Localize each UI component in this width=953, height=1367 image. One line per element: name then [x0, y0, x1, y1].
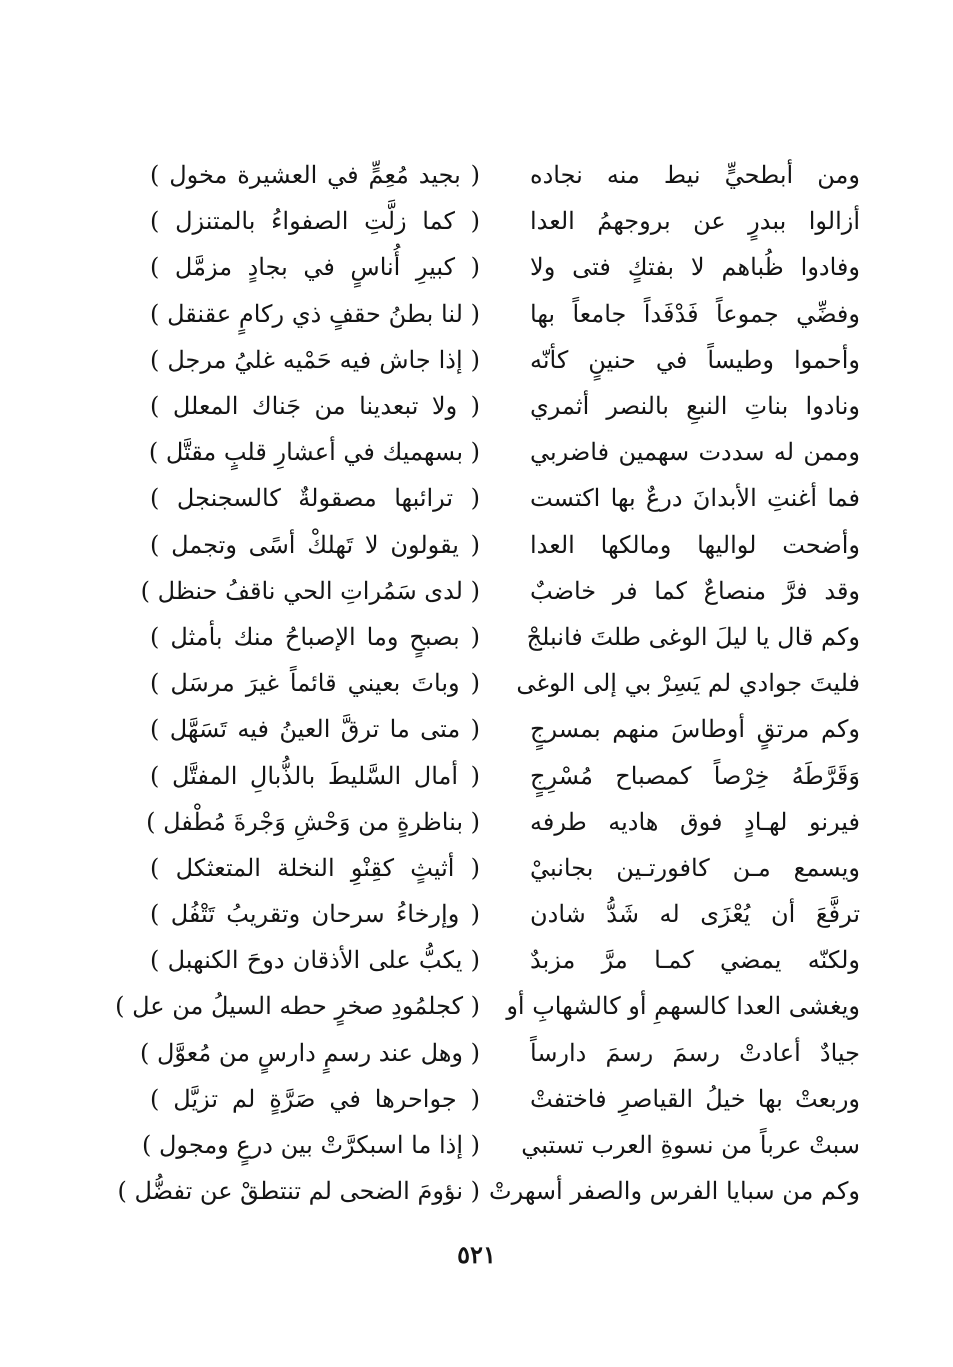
verse-second-hemistich: ( يكبُّ على الأذقان دوحَ الكنهبل ): [150, 946, 480, 975]
verse-second-hemistich: ( جواحرها في صَرَّةٍ لم تزيَّل ): [150, 1084, 480, 1113]
verse-second-hemistich: ( لدى سَمُراتِ الحي ناقفُ حنظل ): [140, 576, 480, 605]
verse-first-hemistich: ومن أبطحيٍّ نيط منه نجاده: [530, 161, 860, 190]
verse-line: [150, 244, 860, 290]
verse-second-hemistich: ( بناظرةٍ من وَحْشِ وَجْرةَ مُطْفل ): [146, 807, 480, 836]
verse-second-hemistich: ( يقولون لا تَهلكْ أسًى وتجمل ): [150, 530, 480, 559]
verse-first-hemistich: فيرنو لهـادٍ فوق هاديه طرفه: [530, 807, 860, 836]
verse-first-hemistich: ونادوا بناتِ النبعِ بالنصر أثمري: [530, 392, 860, 421]
verse-line: [150, 660, 860, 706]
verse-second-hemistich: ( نؤومَ الضحى لم تنتطقْ عن تفضُّل ): [117, 1177, 480, 1206]
verse-second-hemistich: ( وإرخاءُ سرحان وتقريبُ تَتْفُل ): [150, 900, 480, 929]
verse-first-hemistich: أزالوا ببدرٍ عن بروجهمُ العدا: [530, 207, 860, 236]
page-number: ٥٢١: [457, 1240, 496, 1269]
verse-line: [117, 1168, 860, 1214]
verse-line: [150, 706, 860, 752]
verse-line: [150, 752, 860, 798]
verse-second-hemistich: ( وباتَ بعيني قائماً غيرَ مرسَل ): [150, 669, 480, 698]
verse-first-hemistich: وأحموا وطيساً في حنينٍ كأنّه: [530, 345, 860, 374]
verse-line: [150, 522, 860, 568]
verse-first-hemistich: وفادوا ظُباهم لا بفتكٍ فتى ولا: [530, 253, 860, 282]
verse-first-hemistich: ويسمع مـن كافورتـين بجانبيْ: [530, 853, 860, 882]
verse-line: [150, 198, 860, 244]
verse-first-hemistich: وكم مرتقٍ أوطاسَ منهم بمسرجٍ: [530, 715, 860, 744]
verse-line: [150, 891, 860, 937]
verse-first-hemistich: وقد فرَّ منصاعٌ كما فر خاضبٌ: [530, 576, 860, 605]
verse-second-hemistich: ( ترائبها مصقولةٌ كالسجنجل ): [150, 484, 480, 513]
verse-second-hemistich: ( كجلمُودِ صخرٍ حطه السيلُ من عل ): [115, 992, 480, 1021]
verse-first-hemistich: وممن له سددت سهمين فاضربي: [530, 438, 860, 467]
verse-line: [146, 799, 860, 845]
verse-first-hemistich: جيادٌ أعادتْ رسمَ رسمَ دارساً: [530, 1038, 860, 1067]
verse-second-hemistich: ( أمال السَّليطَ بالذُّبالِ المفتَّل ): [150, 761, 480, 790]
verse-line: [150, 291, 860, 337]
verse-first-hemistich: فليتَ جوادي لم يَسِرْ بي إلى الوغى: [516, 669, 860, 698]
verse-line: [140, 568, 860, 614]
verse-first-hemistich: فما أغنتِ الأبدانَ درعٌ بها اكتست: [530, 484, 860, 513]
verse-line: [150, 429, 860, 475]
verse-line: [142, 1122, 860, 1168]
verse-line: [150, 383, 860, 429]
verse-first-hemistich: ولكنّه يمضي كمـا مرَّ مزبدٌ: [530, 946, 860, 975]
verse-second-hemistich: ( لنا بطنُ حقفٍ ذي ركامٍ عقنقل ): [150, 299, 480, 328]
verse-first-hemistich: وفضِّي جموعاً فَدْفَداً جامعاً بها: [530, 299, 860, 328]
verse-first-hemistich: سبتْ عرباً من نسوةِ العرب تستبي: [521, 1131, 860, 1160]
verse-second-hemistich: ( ولا تبعدينا من جَناك المعلل ): [150, 392, 480, 421]
verse-second-hemistich: ( أثيثٍ كقِنْوِ النخلة المتعثكل ): [150, 853, 480, 882]
verse-line: [115, 983, 860, 1029]
verse-second-hemistich: ( كبيرِ أُناسٍ في بجادٍ مزمَّل ): [150, 253, 480, 282]
verse-line: [150, 152, 860, 198]
verse-first-hemistich: وربعتْ بها خيلُ القياصرِ فاختفتْ: [530, 1084, 860, 1113]
verse-second-hemistich: ( متى ما ترقَّ العينُ فيه تَسَهَّل ): [150, 715, 480, 744]
verse-line: [150, 475, 860, 521]
verse-line: [150, 614, 860, 660]
verse-line: [150, 845, 860, 891]
verse-line: [150, 337, 860, 383]
verse-first-hemistich: وَقَرَّطَهُ خِرْصاً كمصباح مُسْرِجٍ: [530, 761, 860, 790]
verse-first-hemistich: وأضحت لواليها ومالكها العدا: [530, 530, 860, 559]
verse-first-hemistich: وكم من سبايا الفرس والصفر أسهرتْ: [488, 1177, 860, 1206]
verse-second-hemistich: ( كما زلَّتِ الصفواءُ بالمتنزل ): [150, 207, 480, 236]
verse-second-hemistich: ( بصبحٍ وما الإصباحُ منك بأمثل ): [150, 622, 480, 651]
verse-second-hemistich: ( بجيد مُعِمٍّ في العشيرة مخول ): [150, 161, 480, 190]
poem-body: [115, 152, 860, 1214]
verse-line: [150, 937, 860, 983]
verse-second-hemistich: ( إذا جاش فيه حَمْيه غليُ مرجل ): [150, 345, 480, 374]
verse-first-hemistich: ويغشى العدا كالسهمِ أو كالشهابِ أو: [506, 992, 860, 1021]
verse-line: [139, 1030, 860, 1076]
verse-second-hemistich: ( إذا ما اسبكرَّتْ بين درعٍ ومجول ): [142, 1131, 480, 1160]
verse-line: [150, 1076, 860, 1122]
verse-second-hemistich: ( بسهميك في أعشارِ قلبٍ مقتَّل ): [148, 438, 480, 467]
verse-first-hemistich: ترفَّعَ أن يُعْزَى له شَدُّ شادن: [530, 900, 860, 929]
verse-second-hemistich: ( وهل عند رسمٍ دارسٍ من مُعوَّل ): [139, 1038, 480, 1067]
verse-first-hemistich: وكم قال يا ليلَ الوغى طلتَ فانبلجْ: [526, 622, 860, 651]
